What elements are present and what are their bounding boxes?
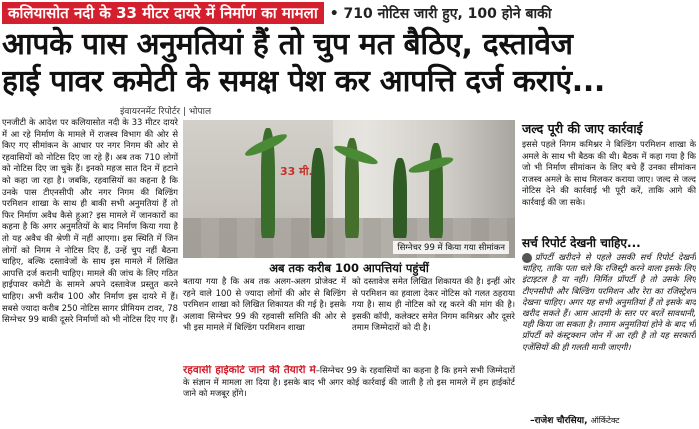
kicker-highlight: कलियासोत नदी के 33 मीटर दायरे में निर्माण का मामला (2, 2, 324, 24)
expert-name: –राजेश चौरसिया, (530, 416, 588, 426)
photo-caption: सिग्नेचर 99 में किया गया सीमांकन (393, 241, 509, 254)
headline (2, 26, 697, 100)
headline-line-2: हाई पावर कमेटी के समक्ष पेश कर आपत्ति दर्ज कराएं... (2, 64, 606, 99)
right-heading-action: जल्द पूरी की जाए कार्रवाई (522, 121, 643, 136)
quote-icon (522, 253, 532, 263)
right-heading-search-report: सर्च रिपोर्ट देखनी चाहिए... (522, 236, 641, 250)
boundary-marker: 33 मी. (280, 165, 313, 178)
expert-quote: प्रॉपर्टी खरीदने से पहले उसकी सर्च रिपोर्ट देखनी चाहिए, ताकि पता चले कि रजिस्ट्री करने वाला इसके लिए इंटाइटल है या नहीं। निर्मित प्रॉपर्टी है तो उसके लिए टीएनसीपी और बिल्डिंग परमिशन और रेरा का रजिस्ट्रेशन देखना चाहिए। अगर यह सभी अनुमतियां हैं तो इसके बाद खरीद सकते हैं। आम आदमी के स्तर पर बरतें सावधानी, यही किया जा सकता है। तमाम अनुमतियां होने के बाद भी प्रॉपर्टी को कंस्ट्रक्शन जोन में आ रही है तो यह सरकारी एजेंसियों की ही गलती मानी जाएगी। (522, 252, 696, 352)
middle-column-1: बताया गया है कि अब तक अलग-अलग प्रोजेक्ट में रहने वाले 100 से ज्यादा लोगों की ओर से बिल्डिंग परमिशन शाखा को लिखित शिकायत की गई है। इसके अलावा सिग्नेचर 99 की रहवासी समिति की ओर से भी इस मामले में बिल्डिंग परमिशन शाखा (183, 276, 346, 333)
subheading-objections: अब तक करीब 100 आपत्तियां पहुंचीं (269, 261, 429, 275)
expert-role: ऑर्किटेक्ट (590, 416, 620, 425)
photo-plant (311, 148, 325, 238)
photo-plant (393, 158, 407, 238)
news-photo (183, 120, 515, 258)
byline: इंवायरनमेंट रिपोर्टर | भोपाल (120, 107, 212, 117)
kicker-subtext: • 710 नोटिस जारी हुए, 100 होने बाकी (329, 5, 552, 22)
left-column-text: एनजीटी के आदेश पर कलियासोत नदी के 33 मीटर दायरे में आ रहे निर्माण के मामले में राजस्व विभाग की ओर से किए गए सीमांकन के आधार पर नगर निगम की ओर से रहवासियों को नोटिस दिए जा रहे हैं। अब तक 710 लोगों को नोटिस दिए जा चुके हैं। इनको महज सात दिन में हटाने को कहा जा रहा है। जबकि, रहवासियों का कहना है कि उनके पास टीएनसीपी और नगर निगम की बिल्डिंग परमिशन शाखा के साथ ही बाकी सभी अनुमतियां हैं तो फिर निर्माण अवैध कैसे हुआ? इस मामले में जानकारों का कहना है कि अगर अनुमतियों के बाद निर्माण किया गया है तो यह अवैध की श्रेणी में नहीं आएगा। इस स्थिति में जिन लोगों को निगम ने नोटिस दिए हैं, उन्हें चुप नहीं बैठना चाहिए, बल्कि दस्तावेजों के साथ इस मामले में लिखित आपत्ति दर्ज करानी चाहिए। मामले की जांच के लिए गठित हाईपावर कमेटी के सामने अपने दस्तावेज प्रस्तुत करने चाहिए। अभी करीब 100 और निर्माण इस दायरे में हैं। सबसे ज्यादा करीब 250 नोटिस सागर प्रीमियम टावर, 78 सिग्नेचर 99 बाकी दूसरे निर्माणों को भी नोटिस दिए गए हैं। (2, 117, 178, 325)
middle-bottom-paragraph (183, 365, 515, 427)
headline-line-1: आपके पास अनुमतियां हैं तो चुप मत बैठिए, दस्तावेज (2, 27, 573, 62)
kicker (2, 2, 551, 24)
right-column-1: इससे पहले निगम कमिश्नर ने बिल्डिंग परमिशन शाखा के अमले के साथ भी बैठक की थी। बैठक में कहा गया है कि जो भी निर्माण सीमांकन के लिए बचे हैं उनका सीमांकन राजस्व अमले के साथ मिलकर कराया जाए। जल्द से जल्द नोटिस देने की कार्रवाई भी पूरी करें, ताकि आगे की कार्रवाई की जा सके। (522, 139, 696, 207)
middle-column-2: को दस्तावेज समेत लिखित शिकायत की है। इन्हीं ओर से परमिशन का हवाला देकर नोटिस को गलत ठहराया गया है। साथ ही नोटिस को रद्द करने की मांग की है। इसकी कॉपी, कलेक्टर समेत निगम कमिश्नर और दूसरे तमाम जिम्मेदारों को दी है। (352, 276, 515, 333)
highcourt-highlight: रहवासी हाईकोर्ट जाने की तैयारी में (183, 365, 316, 376)
expert-signature (530, 413, 619, 426)
highcourt-text: –सिग्नेचर 99 के रहवासियों का कहना है कि हमने सभी जिम्मेदारों के संज्ञान में मामला ला दिया है। इसके बाद भी अगर कोई कार्रवाई की जाती है तो इस मामले में हम हाईकोर्ट जाने को मजबूर होंगे। (183, 365, 515, 399)
right-column-2 (522, 252, 696, 412)
